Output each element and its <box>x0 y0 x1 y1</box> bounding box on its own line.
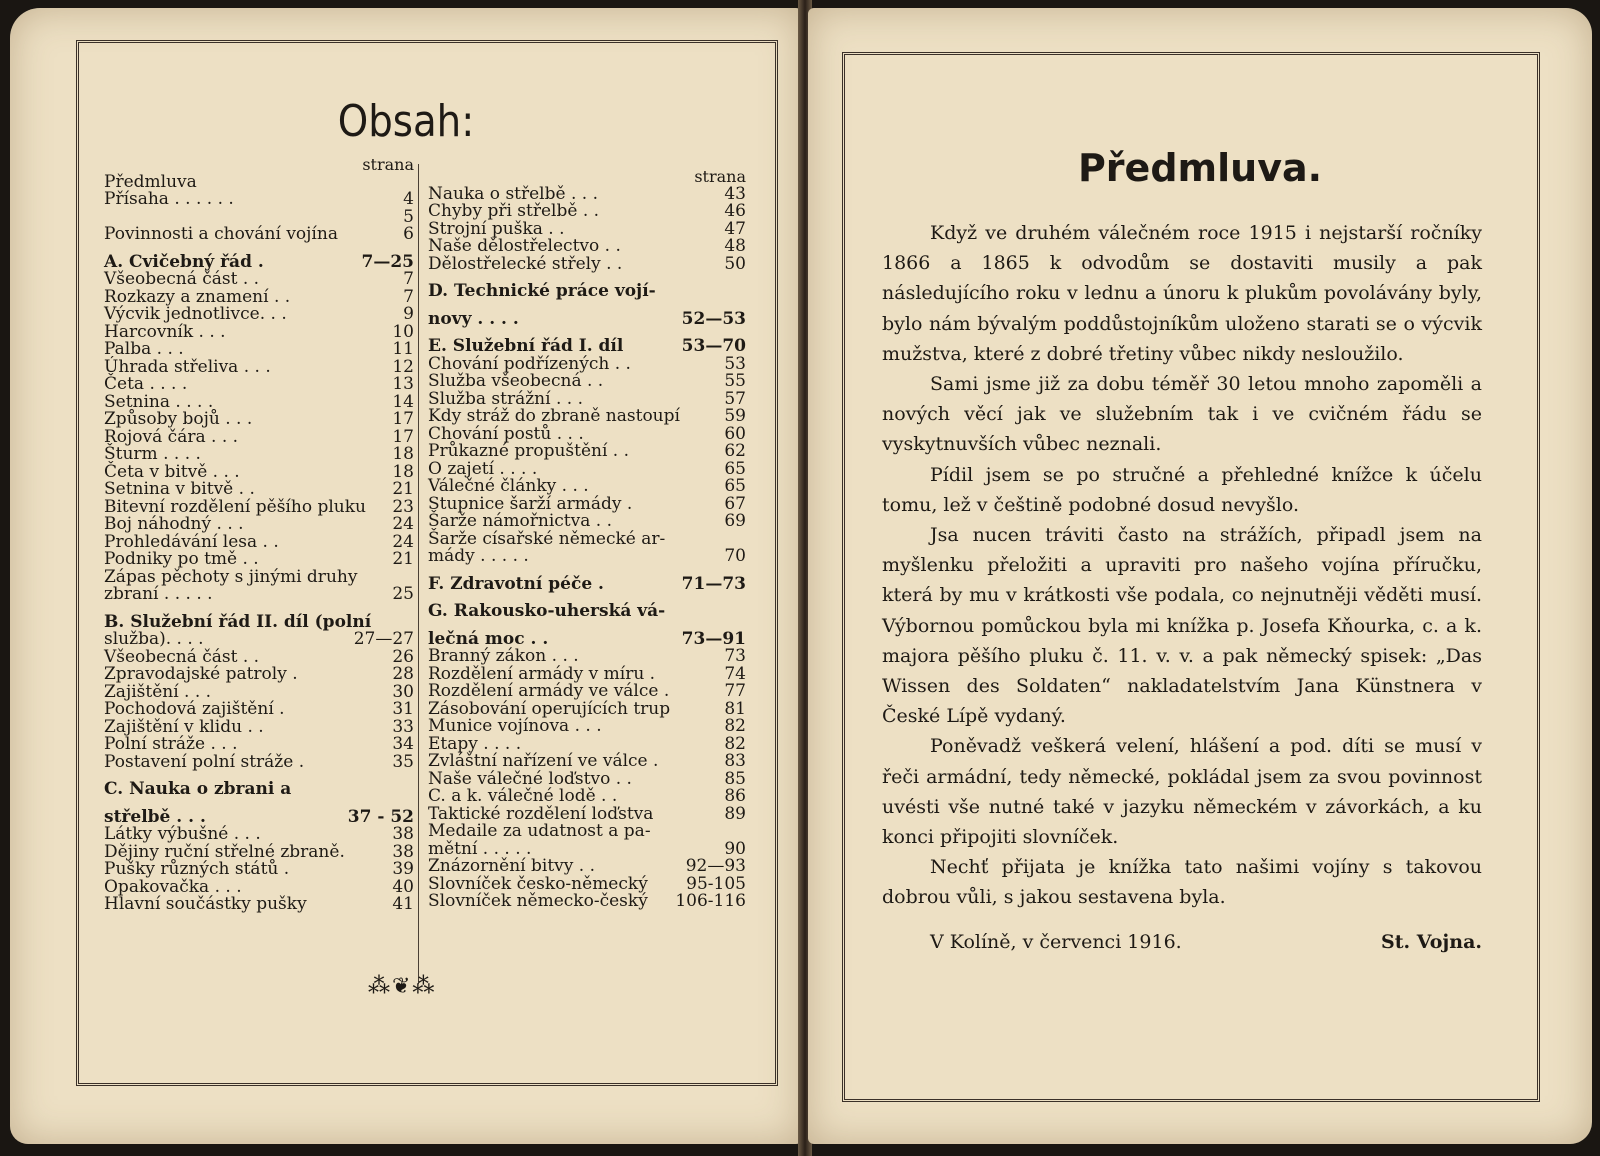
entry-title: C. a k. válečné lodě . . <box>428 786 618 806</box>
entry-page: 6 <box>403 224 414 244</box>
entry-page: 40 <box>392 876 414 897</box>
preface-paragraph: Když ve druhém válečném roce 1915 i nejstarší ročníky 1866 a 1865 k odvodům se dostaviti musily a pak následujícího roku v lednu a únoru k plukům povolávány byly, bylo nám bývalým poddůstojníkům uloženo starati se o výcvik mužstva, které z dobré třetiny vůbec nikdy nesloužilo. <box>882 222 1482 365</box>
contents-entry <box>428 753 746 771</box>
entry-title: Služba strážní . . . <box>428 388 583 409</box>
contents-entry <box>104 826 414 844</box>
entry-title: Kdy stráž do zbraně nastoupí <box>428 406 680 426</box>
entry-title: Zpravodajské patroly . <box>104 664 298 684</box>
entry-page: 24 <box>392 531 414 552</box>
entry-title: Etapy . . . . <box>428 733 522 754</box>
contents-entry <box>104 896 414 914</box>
page-column-label: strana <box>694 167 746 186</box>
entry-title: mětní . . . . . <box>428 838 532 859</box>
preface-paragraph: Pídil jsem se po stručné a přehledné knížce k účelu tomu, lež v češtině podobné dosud nevyšlo. <box>882 463 1482 516</box>
contents-entry <box>428 683 746 701</box>
preface-paragraph: Sami jsme již za dobu téměř 30 letou mnoho zapoměli a nových věcí jak ve služebním tak i ve cvičném řádu se vyskytnuvších vůbec neznali. <box>882 373 1482 456</box>
entry-page: 73 <box>724 646 746 666</box>
entry-title: G. Rakousko-uherská vá- <box>428 601 666 621</box>
entry-page: 48 <box>724 236 746 256</box>
ornament-icon: ⁂❦⁂ <box>368 974 437 999</box>
entry-title: Zajištění . . . <box>104 681 212 702</box>
preface-paragraph: Jsa nucen tráviti často na strážích, připadl jsem na myšlenku přeložiti a upraviti pro našeho vojína příručku, která by mu v krátkosti vše podala, co nejnutněji věděti musí. Výbornou pomůckou byla mi knížka p. Josefa Kňourka, c. a k. majora pěšího pluku č. 11. v. v. a pak německý spisek: „Das Wissen des Soldaten“ nakladatelstvím Jana Künstnera v České Lípě vydaný. <box>882 524 1482 728</box>
entry-page: 55 <box>724 371 746 391</box>
entry-page: 38 <box>392 824 414 844</box>
contents-entry <box>104 271 414 289</box>
entry-page: 14 <box>392 391 414 412</box>
entry-page: 82 <box>724 716 746 736</box>
entry-page: 52—53 <box>681 308 746 329</box>
contents-entry <box>428 648 746 666</box>
entry-title: Taktické rozdělení loďstva <box>428 803 654 824</box>
entry-title: Setnina . . . . <box>104 391 214 412</box>
entry-page: 85 <box>724 768 746 789</box>
entry-page: 82 <box>724 733 746 754</box>
contents-entry <box>104 666 414 684</box>
entry-title: D. Technické práce vojí- <box>428 281 656 301</box>
entry-page: 50 <box>724 253 746 274</box>
entry-page: 33 <box>392 716 414 737</box>
entry-title: Četa . . . . <box>104 374 188 394</box>
contents-entry <box>104 191 414 209</box>
entry-page: 95-105 <box>686 873 746 894</box>
entry-title: Slovníček německo-český <box>428 891 648 911</box>
place-date: V Kolíně, v červenci 1916. <box>930 930 1182 953</box>
entry-page: 89 <box>724 803 746 824</box>
entry-page: 27—27 <box>353 629 414 649</box>
preface-title: Předmluva. <box>1077 146 1323 190</box>
entry-page: 46 <box>724 201 746 221</box>
contents-entry <box>428 408 746 426</box>
preface-paragraph: Nechť přijata je knížka tato našimi vojíny s takovou dobrou vůli, s jakou sestavena byla. <box>882 856 1482 909</box>
entry-title: E. Služební řád I. díl <box>428 336 624 356</box>
entry-page: 106-116 <box>675 891 746 911</box>
entry-title: Šarže námořnictva . . <box>428 511 612 531</box>
entry-title: Munice vojínova . . . <box>428 716 602 736</box>
contents-entry <box>104 341 414 359</box>
entry-title: Šturm . . . . <box>104 444 201 464</box>
entry-page: 9 <box>403 304 414 324</box>
contents-entry <box>428 858 746 876</box>
contents-entry <box>428 203 746 221</box>
entry-page: 7 <box>403 269 414 289</box>
entry-page <box>712 823 746 841</box>
entry-title: Předmluva <box>104 171 197 192</box>
entry-title: Branný zákon . . . <box>428 646 579 666</box>
entry-title: Rozdělení armády ve válce . <box>428 681 670 701</box>
entry-title: Rojová čára . . . <box>104 426 239 447</box>
entry-page: 73—91 <box>681 628 746 649</box>
entry-page: 47 <box>724 218 746 239</box>
entry-title: Zajištění v klidu . . <box>104 716 264 737</box>
entry-title: Průkazné propuštění . . <box>428 441 630 461</box>
entry-page: 43 <box>724 183 746 204</box>
contents-entry <box>104 751 414 772</box>
entry-page: 62 <box>724 441 746 461</box>
entry-page <box>380 781 414 799</box>
entry-page: 65 <box>724 458 746 479</box>
entry-page: 13 <box>392 374 414 394</box>
preface-text <box>882 218 1482 957</box>
entry-title: Slovníček česko-německý <box>428 873 648 894</box>
entry-page: 86 <box>724 786 746 806</box>
entry-title: Podniky po tmě . . <box>104 549 259 569</box>
contents-entry <box>428 788 746 806</box>
entry-title: Zvláštní nařízení ve válce . <box>428 751 659 771</box>
entry-title: Polní stráže . . . <box>104 734 238 754</box>
entry-title: Chování postů . . . <box>428 423 584 444</box>
entry-page: 41 <box>392 894 414 914</box>
contents-entry <box>428 283 746 301</box>
contents-entry <box>428 443 746 461</box>
entry-page: 34 <box>392 734 414 754</box>
contents-entry <box>428 253 746 274</box>
entry-title: Povinnosti a chování vojína <box>104 224 338 244</box>
contents-title: Obsah: <box>337 96 475 147</box>
entry-title: Dělostřelecké střely . . <box>428 253 623 274</box>
entry-title: služba). . . . <box>104 629 204 649</box>
right-page <box>808 8 1592 1144</box>
entry-page: 28 <box>392 664 414 684</box>
entry-page: 57 <box>724 388 746 409</box>
entry-page: 35 <box>392 751 414 772</box>
contents-entry <box>428 893 746 911</box>
entry-page: 21 <box>392 549 414 569</box>
entry-page: 59 <box>724 406 746 426</box>
entry-page: 74 <box>724 663 746 684</box>
entry-title: Pochodová zajištění . <box>104 699 285 719</box>
entry-title: Rozdělení armády v míru . <box>428 663 656 684</box>
contents-entry <box>104 736 414 754</box>
entry-title: Všeobecná část . . <box>104 269 260 289</box>
contents-entry <box>428 478 746 496</box>
contents-entry <box>104 481 414 499</box>
entry-title: Válečné články . . . <box>428 476 589 496</box>
entry-page: 71—73 <box>681 573 746 594</box>
contents-entry <box>428 603 746 621</box>
contents-entry <box>428 513 746 531</box>
entry-title: Přísaha . . . . . . <box>104 189 234 209</box>
entry-title: C. Nauka o zbrani a <box>104 779 292 799</box>
entry-title: Zásobování operujících trup <box>428 698 671 719</box>
entry-page: 60 <box>724 423 746 444</box>
entry-page: 10 <box>392 321 414 342</box>
contents-entry <box>104 861 414 879</box>
contents-entry <box>104 376 414 394</box>
entry-title: lečná moc . . <box>428 628 549 649</box>
contents-entry <box>428 373 746 391</box>
entry-title: B. Služební řád II. díl (polní <box>104 611 372 632</box>
contents-column-1 <box>104 156 414 914</box>
entry-title: Pušky různých států . <box>104 859 290 879</box>
entry-page <box>712 283 746 301</box>
entry-title: Boj náhodný . . . <box>104 514 244 534</box>
entry-page: 23 <box>392 496 414 517</box>
entry-title: Úhrada střeliva . . . <box>104 356 271 377</box>
entry-page: 38 <box>392 841 414 862</box>
column-divider <box>418 164 419 984</box>
entry-title: Medaile za udatnost a pa- <box>428 821 651 841</box>
entry-page: 53 <box>724 353 746 374</box>
entry-title: Palba . . . <box>104 339 184 359</box>
entry-title: Prohledávání lesa . . <box>104 531 279 552</box>
entry-title: Služba všeobecná . . <box>428 371 604 391</box>
entry-title: A. Cvičebný řád . <box>104 251 264 272</box>
entry-page: 17 <box>392 426 414 447</box>
contents-entry <box>104 446 414 464</box>
contents-entry <box>428 823 746 841</box>
contents-entry <box>104 226 414 244</box>
entry-page: 90 <box>724 838 746 859</box>
entry-page: 31 <box>392 699 414 719</box>
entry-page: 5 <box>403 206 414 227</box>
author-signature: St. Vojna. <box>1380 930 1482 953</box>
entry-page: 24 <box>392 514 414 534</box>
preface-paragraph: Poněvadž veškerá velení, hlášení a pod. díti se musí v řeči armádní, tedy německé, pokládal jsem za svou povinnost uvésti vše nutné také v jazyku německém v závorkách, a ku konci připojiti slovníček. <box>882 735 1482 849</box>
entry-page: 7 <box>403 286 414 307</box>
entry-page: 39 <box>392 859 414 879</box>
entry-title: Zápas pěchoty s jinými druhy <box>104 566 358 587</box>
contents-entry <box>104 781 414 799</box>
contents-entry <box>428 573 746 594</box>
entry-title: Četa v bitvě . . . <box>104 461 240 482</box>
entry-title: Hlavní součástky pušky <box>104 894 307 914</box>
entry-page: 17 <box>392 409 414 429</box>
entry-page: 83 <box>724 751 746 771</box>
contents-entry <box>428 548 746 566</box>
entry-title: Rozkazy a znamení . . <box>104 286 291 307</box>
left-page <box>10 8 802 1144</box>
entry-page: 70 <box>724 546 746 566</box>
entry-title: Výcvik jednotlivce. . . <box>104 304 287 324</box>
entry-page: 7—25 <box>361 251 414 272</box>
entry-title: zbraní . . . . . <box>104 584 213 604</box>
contents-entry <box>428 238 746 256</box>
entry-title: Všeobecná část . . <box>104 646 260 667</box>
entry-title: střelbě . . . <box>104 806 206 827</box>
entry-title: Znázornění bitvy . . <box>428 856 595 876</box>
entry-title: Chování podřízených . . <box>428 353 631 374</box>
entry-title: Naše válečné loďstvo . . <box>428 768 632 789</box>
contents-entry <box>104 551 414 569</box>
entry-page <box>712 603 746 621</box>
entry-title: Způsoby bojů . . . <box>104 409 253 429</box>
page-column-label: strana <box>362 155 414 174</box>
entry-page: 77 <box>724 681 746 701</box>
entry-title: O zajetí . . . . <box>428 458 538 479</box>
entry-title: Strojní puška . . <box>428 218 565 239</box>
contents-entry <box>104 516 414 534</box>
entry-page: 21 <box>392 479 414 499</box>
entry-title: Setnina v bitvě . . <box>104 479 255 499</box>
entry-page: 18 <box>392 444 414 464</box>
entry-title: F. Zdravotní péče . <box>428 573 604 594</box>
contents-entry <box>104 411 414 429</box>
entry-page: 30 <box>392 681 414 702</box>
contents-column-2 <box>428 168 746 911</box>
entry-title: Bitevní rozdělení pěšího pluku <box>104 496 366 517</box>
entry-page: 65 <box>724 476 746 496</box>
entry-title: Látky výbušné . . . <box>104 824 261 844</box>
contents-entry <box>104 586 414 604</box>
contents-entry <box>428 718 746 736</box>
signature-line <box>882 927 1482 957</box>
entry-title: Nauka o střelbě . . . <box>428 183 598 204</box>
contents-entry <box>104 701 414 719</box>
contents-entry <box>428 338 746 356</box>
entry-page: 81 <box>724 698 746 719</box>
entry-title: mády . . . . . <box>428 546 529 566</box>
entry-title: Postavení polní stráže . <box>104 751 305 772</box>
entry-title: Stupnice šarží armády . <box>428 493 633 514</box>
entry-title: Naše dělostřelectvo . . <box>428 236 621 256</box>
entry-page: 67 <box>724 493 746 514</box>
entry-page: 26 <box>392 646 414 667</box>
entry-page: 53—70 <box>681 336 746 356</box>
entry-page: 25 <box>392 584 414 604</box>
contents-entry <box>428 308 746 329</box>
contents-entry <box>104 306 414 324</box>
entry-page: 92—93 <box>685 856 746 876</box>
entry-title: Dějiny ruční střelné zbraně. <box>104 841 345 862</box>
entry-page: 12 <box>392 356 414 377</box>
entry-title: Harcovník . . . <box>104 321 226 342</box>
entry-title: Opakovačka . . . <box>104 876 242 897</box>
entry-title: novy . . . . <box>428 308 519 329</box>
entry-title: Šarže císařské německé ar- <box>428 528 666 549</box>
entry-page: 11 <box>392 339 414 359</box>
entry-page: 69 <box>724 511 746 531</box>
contents-entry <box>104 631 414 649</box>
entry-page: 37 - 52 <box>347 806 414 827</box>
entry-page: 4 <box>403 189 414 209</box>
entry-page: 18 <box>392 461 414 482</box>
entry-title: Chyby při střelbě . . <box>428 201 600 221</box>
